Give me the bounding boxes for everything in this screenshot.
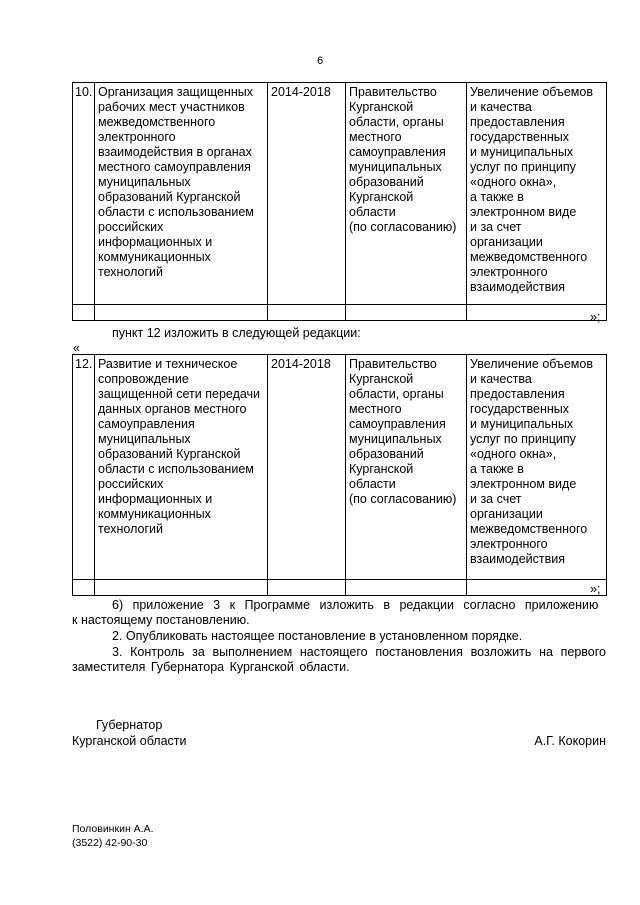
cell-line: образований (349, 447, 424, 461)
cell-line: местного (349, 130, 402, 144)
cell-line: образований Курганской (98, 447, 241, 461)
table-row (73, 355, 607, 580)
cell-line: межведомственного (470, 522, 588, 536)
cell-line: области (349, 477, 396, 491)
cell-line: образований Курганской (98, 190, 241, 204)
row-number: 12. (73, 355, 95, 580)
item-6-text (72, 598, 606, 628)
cell-line: рабочих мест участников (98, 100, 245, 114)
cell-line: самоуправления (98, 417, 195, 431)
cell-line: предоставления (470, 115, 565, 129)
period: 2014-2018 (268, 83, 346, 305)
cell-line: муниципальных (349, 432, 442, 446)
cell-line: Курганской (349, 100, 414, 114)
cell-line: а также в (470, 190, 524, 204)
page-number: 6 (316, 55, 324, 67)
cell-line: информационных и (98, 235, 213, 249)
cell-line: Курганской (349, 372, 414, 386)
cell-line: межведомственного (98, 115, 216, 129)
cell-line: технологий (98, 522, 164, 536)
table-row-spacer (73, 305, 607, 321)
cell-line: области с использованием (98, 462, 254, 476)
cell-line: области с использованием (98, 205, 254, 219)
cell-line: Увеличение объемов (470, 357, 593, 371)
cell-line: государственных (470, 402, 569, 416)
cell-line: области, органы (349, 115, 444, 129)
cell-line: и качества (470, 372, 532, 386)
cell-line: и муниципальных (470, 145, 574, 159)
item-2-text: 2. Опубликовать настоящее постановление в установленном порядке. (112, 629, 523, 643)
cell-line: коммуникационных (98, 250, 211, 264)
opening-quote-mark: « (73, 341, 80, 355)
cell-line: Организация защищенных (98, 85, 253, 99)
cell-line: Правительство (349, 85, 437, 99)
cell-line: области (349, 205, 396, 219)
cell-line: «одного окна», (470, 175, 557, 189)
cell-line: образований (349, 175, 424, 189)
cell-line: местного самоуправления (98, 160, 251, 174)
cell-line: организации (470, 507, 543, 521)
cell-line: государственных (470, 130, 569, 144)
measure-name (95, 83, 268, 305)
cell-line: самоуправления (349, 417, 446, 431)
cell-line: муниципальных (349, 160, 442, 174)
cell-line: и за счет (470, 492, 522, 506)
item-6-line-2: к настоящему постановлению. (72, 613, 250, 627)
closing-quote-mark: »; (590, 582, 601, 596)
item-3-text: 3. Контроль за выполнением настоящего постановления возложить на первого заместителя Губернатора Курганской области. (72, 645, 606, 674)
program-table-row-12 (72, 354, 607, 596)
cell-line: услуг по принципу (470, 160, 576, 174)
cell-line: организации (470, 235, 543, 249)
cell-line: технологий (98, 265, 164, 279)
contact-person: Половинкин А.А. (72, 823, 154, 835)
table-row-spacer (73, 580, 607, 596)
cell-line: самоуправления (349, 145, 446, 159)
cell-line: данных органов местного (98, 402, 247, 416)
cell-line: и качества (470, 100, 532, 114)
contact-phone: (3522) 42-90-30 (72, 837, 148, 849)
cell-line: Развитие и техническое (98, 357, 238, 371)
cell-line: Курганской (349, 462, 414, 476)
cell-line: электронного (470, 265, 548, 279)
cell-line: «одного окна», (470, 447, 557, 461)
row-number: 10. (73, 83, 95, 305)
cell-line: российских (98, 477, 164, 491)
cell-line: электронного (470, 537, 548, 551)
cell-line: области, органы (349, 387, 444, 401)
table-row (73, 83, 607, 305)
cell-line: Курганской (349, 190, 414, 204)
period: 2014-2018 (268, 355, 346, 580)
cell-line: услуг по принципу (470, 432, 576, 446)
amendment-intro: пункт 12 изложить в следующей редакции: (112, 326, 361, 340)
cell-line: (по согласованию) (349, 492, 457, 506)
cell-line: взаимодействия в органах (98, 145, 252, 159)
cell-line: защищенной сети передачи (98, 387, 261, 401)
cell-line: предоставления (470, 387, 565, 401)
cell-line: муниципальных (98, 432, 191, 446)
cell-line: коммуникационных (98, 507, 211, 521)
cell-line: и муниципальных (470, 417, 574, 431)
cell-line: Увеличение объемов (470, 85, 593, 99)
signature-title: Губернатор (96, 718, 163, 732)
cell-line: российских (98, 220, 164, 234)
signature-name: А.Г. Кокорин (534, 734, 606, 748)
item-6-line-1: 6) приложение 3 к Программе изложить в редакции согласно приложению (112, 598, 599, 612)
executors (346, 355, 467, 580)
expected-result (467, 83, 607, 305)
cell-line: электронного (98, 130, 176, 144)
cell-line: информационных и (98, 492, 213, 506)
program-table-row-10 (72, 82, 607, 321)
cell-line: а также в (470, 462, 524, 476)
cell-line: сопровождение (98, 372, 189, 386)
cell-line: взаимодействия (470, 552, 566, 566)
cell-line: электронном виде (470, 205, 577, 219)
executors (346, 83, 467, 305)
signature-region: Курганской области (72, 734, 187, 748)
cell-line: Правительство (349, 357, 437, 371)
cell-line: взаимодействия (470, 280, 566, 294)
closing-quote-mark: »; (590, 310, 601, 324)
cell-line: местного (349, 402, 402, 416)
cell-line: и за счет (470, 220, 522, 234)
cell-line: муниципальных (98, 175, 191, 189)
measure-name (95, 355, 268, 580)
cell-line: межведомственного (470, 250, 588, 264)
expected-result (467, 355, 607, 580)
cell-line: (по согласованию) (349, 220, 457, 234)
cell-line: электронном виде (470, 477, 577, 491)
